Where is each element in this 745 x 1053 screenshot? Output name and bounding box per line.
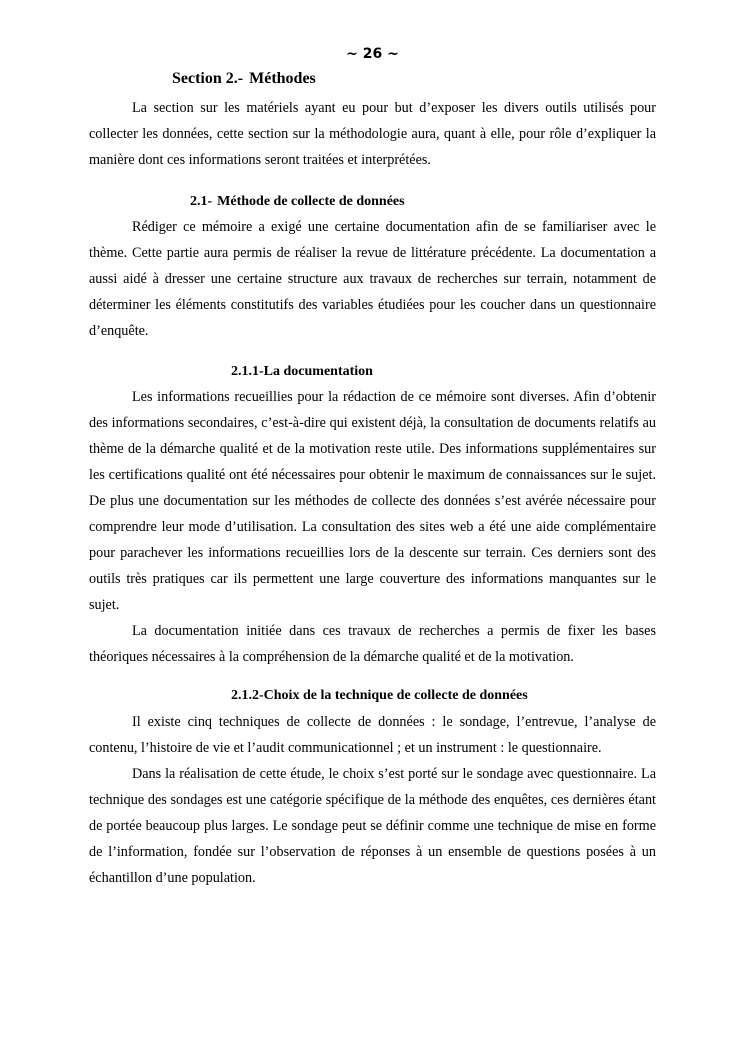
subsection-2-1-title: Méthode de collecte de données	[217, 194, 405, 209]
page-number: ~ 26 ~	[346, 46, 399, 62]
section-title	[172, 69, 316, 89]
subsection-2-1-2-heading: 2.1.2-Choix de la technique de collecte de données	[231, 688, 528, 703]
subsection-2-1-1-heading: 2.1.1-La documentation	[231, 364, 373, 379]
subsection-2-1-heading	[190, 192, 405, 212]
subsection-2-1-number: 2.1-	[190, 194, 213, 209]
subsection-2-1-2-paragraph-1: Il existe cinq techniques de collecte de données : le sondage, l’entrevue, l’analyse de contenu, l’histoire de vie et l’audit communicationnel ; et un instrument : le questionnaire.	[89, 714, 656, 756]
section-name: Méthodes	[249, 70, 316, 87]
intro-paragraph: La section sur les matériels ayant eu pour but d’exposer les divers outils utilisés pour collecter les données, cette section sur la méthodologie aura, quant à elle, pour rôle d’expliquer la manière dont ces informations seront traitées et interprétées.	[89, 100, 656, 168]
subsection-2-1-paragraph: Rédiger ce mémoire a exigé une certaine documentation afin de se familiariser avec le thème. Cette partie aura permis de réaliser la revue de littérature précédente. La documentation a aussi aidé à dresser une certaine structure aux travaux de recherches sur terrain, notamment de déterminer les éléments constitutifs des variables étudiées pour les coucher dans un questionnaire d’enquête.	[89, 219, 656, 339]
section-number: Section 2.-	[172, 70, 244, 87]
subsection-2-1-1-paragraph-1: Les informations recueillies pour la rédaction de ce mémoire sont diverses. Afin d’obtenir des informations secondaires, c’est-à-dire qui existent déjà, la consultation de documents relatifs au thème de la démarche qualité et de la motivation reste utile. Des informations supplémentaires sur les certifications qualité ont été nécessaires pour obtenir le maximum de connaissances sur le sujet. De plus une documentation sur les méthodes de collecte des données s’est avérée nécessaire pour comprendre leur mode d’utilisation. La consultation des sites web a été une aide complémentaire pour parachever les informations recueillies lors de la descente sur terrain. Ces derniers sont des outils très pratiques car ils permettent une large couverture des informations manquantes sur le sujet.	[89, 389, 656, 613]
subsection-2-1-1-paragraph-2: La documentation initiée dans ces travaux de recherches a permis de fixer les bases théoriques nécessaires à la compréhension de la démarche qualité et de la motivation.	[89, 623, 656, 665]
subsection-2-1-2-paragraph-2: Dans la réalisation de cette étude, le choix s’est porté sur le sondage avec questionnaire. La technique des sondages est une catégorie spécifique de la méthode des enquêtes, ces dernières étant de portée beaucoup plus larges. Le sondage peut se définir comme une technique de mise en forme de l’information, fondée sur l’observation de réponses à un ensemble de questions posées à un échantillon d’une population.	[89, 766, 656, 886]
